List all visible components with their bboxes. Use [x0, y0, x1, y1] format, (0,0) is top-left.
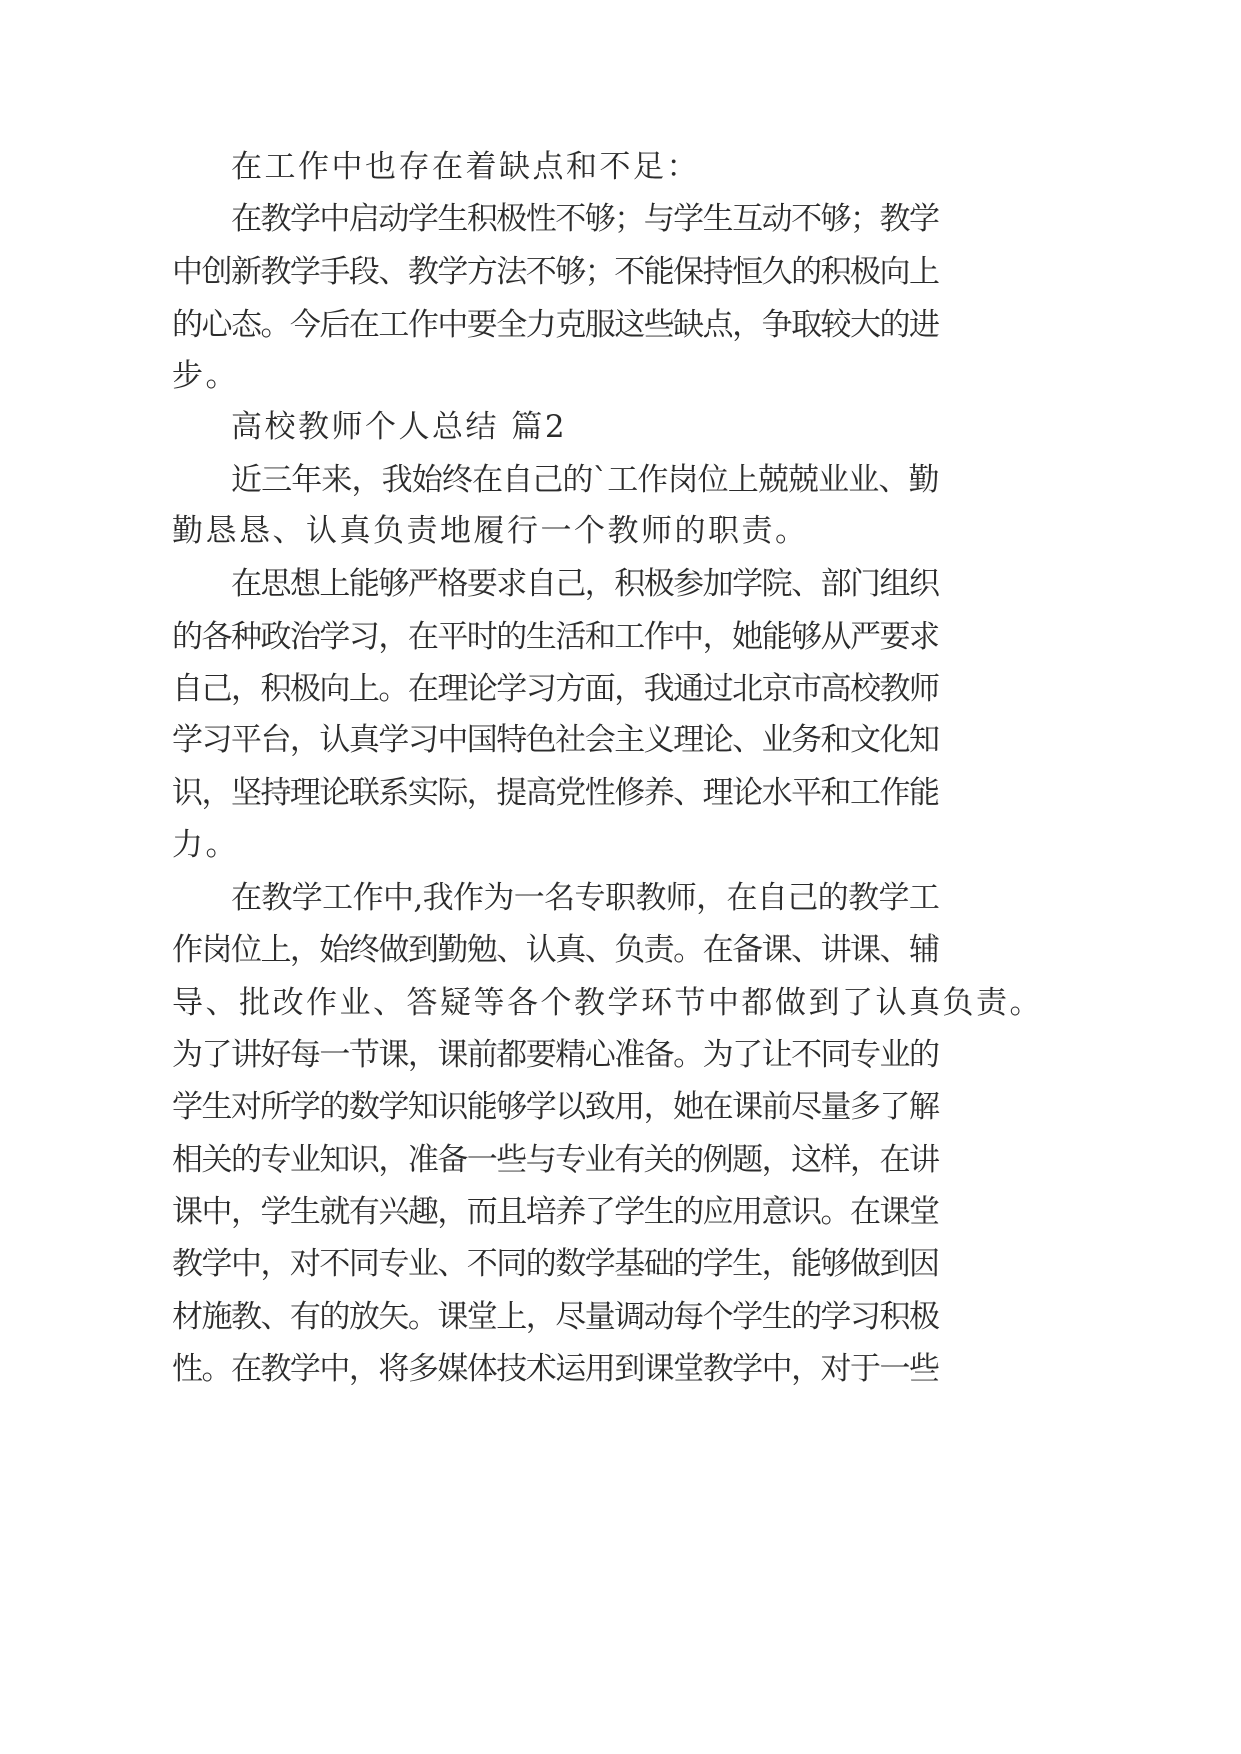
text-line: 性。在教学中，将多媒体技术运用到课堂教学中，对于一些	[172, 1351, 939, 1387]
text-line: 勤恳恳、认真负责地履行一个教师的职责。	[172, 513, 809, 549]
text-line: 步。	[172, 358, 239, 394]
text-line: 的各种政治学习，在平时的生活和工作中，她能够从严要求	[172, 619, 939, 655]
text-line: 作岗位上，始终做到勤勉、认真、负责。在备课、讲课、辅	[172, 932, 939, 968]
text-line: 教学中，对不同专业、不同的数学基础的学生，能够做到因	[172, 1246, 939, 1282]
text-line: 自己，积极向上。在理论学习方面，我通过北京市高校教师	[172, 671, 939, 707]
text-line: 材施教、有的放矢。课堂上，尽量调动每个学生的学习积极	[172, 1299, 939, 1335]
text-line: 课中，学生就有兴趣，而且培养了学生的应用意识。在课堂	[172, 1194, 939, 1230]
text-line: 力。	[172, 827, 239, 863]
section-heading: 高校教师个人总结 篇2	[231, 409, 568, 445]
text-line: 的心态。今后在工作中要全力克服这些缺点，争取较大的进	[172, 307, 939, 343]
text-line: 导、批改作业、答疑等各个教学环节中都做到了认真负责。	[172, 985, 1043, 1021]
text-line: 在思想上能够严格要求自己，积极参加学院、部门组织	[231, 566, 939, 602]
text-line: 在教学中启动学生积极性不够；与学生互动不够；教学	[231, 201, 939, 237]
text-line: 在教学工作中,我作为一名专职教师，在自己的教学工	[231, 880, 940, 916]
text-line: 在工作中也存在着缺点和不足：	[231, 149, 700, 185]
text-line: 学习平台，认真学习中国特色社会主义理论、业务和文化知	[172, 722, 939, 758]
text-line: 中创新教学手段、教学方法不够；不能保持恒久的积极向上	[172, 254, 939, 290]
text-line: 为了讲好每一节课，课前都要精心准备。为了让不同专业的	[172, 1037, 939, 1073]
text-line: 近三年来，我始终在自己的`工作岗位上兢兢业业、勤	[231, 462, 939, 498]
text-line: 学生对所学的数学知识能够学以致用，她在课前尽量多了解	[172, 1089, 939, 1125]
text-line: 相关的专业知识，准备一些与专业有关的例题，这样，在讲	[172, 1142, 939, 1178]
text-line: 识，坚持理论联系实际，提高党性修养、理论水平和工作能	[172, 775, 939, 811]
